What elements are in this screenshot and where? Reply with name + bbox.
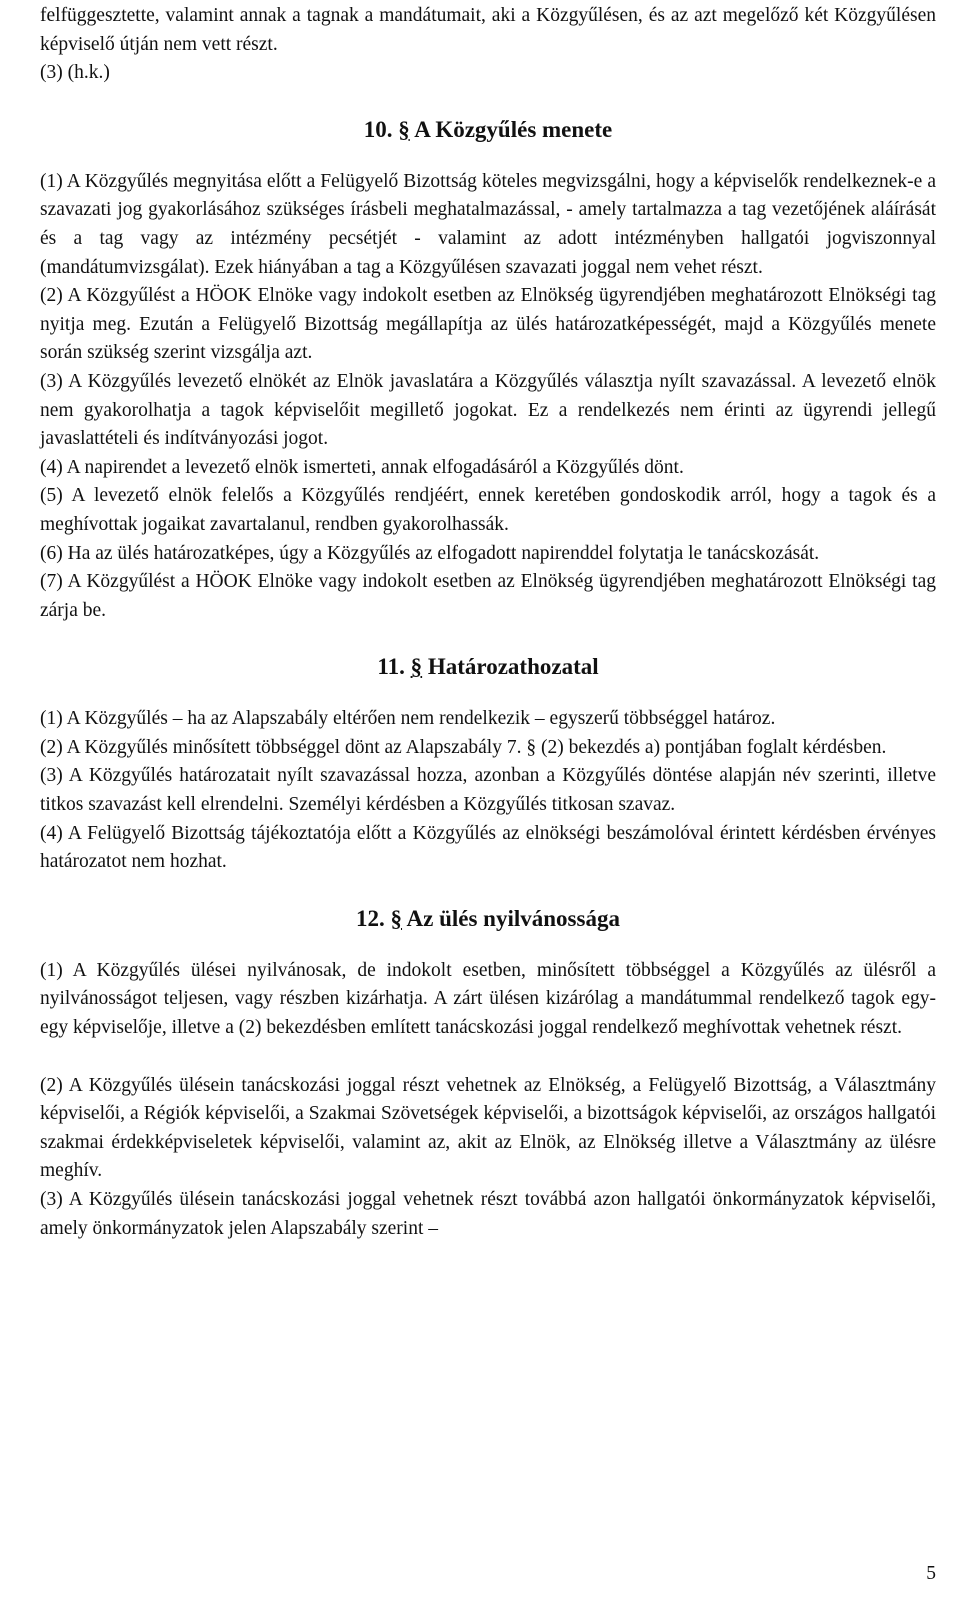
paragraph <box>40 957 936 1043</box>
paragraph-text: A Közgyűlés határozatait nyílt szavazással hozza, azonban a Közgyűlés döntése alapján név szerinti, illetve titkos szavazást kell elrendelni. Személyi kérdésben a Közgyűlés titkosan szavaz. <box>40 765 936 816</box>
paragraph <box>40 540 936 569</box>
section-11-body <box>40 705 936 877</box>
paragraph-text: A napirendet a levezető elnök ismerteti, annak elfogadásáról a Közgyűlés dönt. <box>66 456 684 478</box>
section-number: 11. <box>377 654 405 680</box>
section-sign: § <box>390 905 403 931</box>
section-heading-10 <box>40 115 936 145</box>
section-10-body <box>40 168 936 626</box>
section-title: A Közgyűlés menete <box>414 116 613 142</box>
intro-item-3: (3) (h.k.) <box>40 62 110 84</box>
paragraph-text: A Közgyűlés ülésein tanácskozási joggal vehetnek részt továbbá azon hallgatói önkormányzatok képviselői, amely önkormányzatok jelen Alapszabály szerint – <box>40 1189 936 1239</box>
paragraph-text: A Közgyűlés ülései nyilvánosak, de indokolt esetben, minősített többséggel a Közgyűlés az ülésről a nyilvánosságot teljesen, vagy részben kizárhatja. A zárt ülésen kizárólag a mandátummal rendelkező tagok egy-egy képviselője, illetve a (2) bekezdésben említett tanácskozási joggal rendelkező meghívottak vehetnek részt. <box>40 959 936 1039</box>
paragraph-text: A Közgyűlés minősített többséggel dönt az Alapszabály 7. § (2) bekezdés a) pontjában foglalt kérdésben. <box>66 736 887 758</box>
section-title: Az ülés nyilvánossága <box>406 905 620 931</box>
paragraph-number: (3) <box>40 765 63 787</box>
paragraph-text: A Közgyűlés megnyitása előtt a Felügyelő Bizottság köteles megvizsgálni, hogy a képviselők rendelkeznek-e a szavazati jog gyakorlásához szükséges írásbeli meghatalmazással, - amely tartalmazza a tag vezetőjének aláírását és a tag vagy az intézmény pecsétjét - valamint az adott intézményben hallgatói jogviszonnyal (mandátumvizsgálat). Ezek hiányában a tag a Közgyűlésen szavazati joggal nem vehet részt. <box>40 170 936 278</box>
paragraph-number: (2) <box>40 736 63 758</box>
paragraph <box>40 820 936 877</box>
paragraph-text: A Közgyűlés levezető elnökét az Elnök javaslatára a Közgyűlés választja nyílt szavazással. A levezető elnök nem gyakorolhatja a tagok képviselőit megillető jogokat. Ez a rendelkezés nem érinti az ügyrendi jellegű javaslattételi és indítványozási jogot. <box>40 370 936 450</box>
paragraph <box>40 762 936 819</box>
paragraph-number: (4) <box>40 822 63 844</box>
paragraph-number: (3) <box>40 370 63 392</box>
section-title: Határozathozatal <box>427 654 599 680</box>
paragraph-text: A Közgyűlést a HÖOK Elnöke vagy indokolt esetben az Elnökség ügyrendjében meghatározott Elnökségi tag nyitja meg. Ezután a Felügyelő Bizottság megállapítja az ülés határozatképességét, majd a Közgyűlés menete során szükség szerint vizsgálja azt. <box>40 285 936 364</box>
paragraph <box>40 734 936 763</box>
paragraph-number: (1) <box>40 959 63 981</box>
paragraph-number: (5) <box>40 485 63 507</box>
section-number: 10. <box>363 116 393 142</box>
paragraph-text: A Közgyűlés – ha az Alapszabály eltérően nem rendelkezik – egyszerű többséggel határoz. <box>66 708 776 730</box>
paragraph-number: (7) <box>40 571 63 593</box>
paragraph <box>40 1072 936 1186</box>
paragraph <box>40 282 936 368</box>
paragraph <box>40 482 936 539</box>
paragraph-text: Ha az ülés határozatképes, úgy a Közgyűlés az elfogadott napirenddel folytatja le tanácskozását. <box>67 542 820 564</box>
paragraph-number: (1) <box>40 708 63 730</box>
paragraph <box>40 454 936 483</box>
paragraph-number: (3) <box>40 1189 63 1210</box>
paragraph-number: (4) <box>40 456 63 478</box>
paragraph-number: (1) <box>40 170 63 192</box>
paragraph-number: (2) <box>40 285 63 307</box>
paragraph-text: A Közgyűlést a HÖOK Elnöke vagy indokolt esetben az Elnökség ügyrendjében meghatározott Elnökségi tag zárja be. <box>40 571 936 621</box>
paragraph <box>40 568 936 625</box>
intro-paragraph: felfüggesztette, valamint annak a tagnak a mandátumait, aki a Közgyűlésen, és az azt megelőző két Közgyűlésen képviselő útján nem vett részt. <box>40 5 936 55</box>
paragraph <box>40 368 936 454</box>
section-heading-12 <box>40 904 936 934</box>
paragraph-text: A levezető elnök felelős a Közgyűlés rendjéért, ennek keretében gondoskodik arról, hogy a tagok és a meghívottak jogaikat zavartalanul, rendben gyakorolhassák. <box>40 485 936 535</box>
paragraph <box>40 1186 936 1243</box>
paragraph <box>40 705 936 734</box>
paragraph-number: (6) <box>40 542 63 564</box>
section-12-body <box>40 957 936 1243</box>
document-page <box>40 2 936 1243</box>
paragraph-text: A Közgyűlés ülésein tanácskozási joggal részt vehetnek az Elnökség, a Felügyelő Bizottság, a Választmány képviselői, a Régiók képviselői, a Szakmai Szövetségek képviselői, a bizottságok képviselői, az országos hallgatói szakmai érdekképviseletek képviselői, valamint az, akit az Elnök, az Elnökség illetve a Választmány az ülésre meghív. <box>40 1074 936 1182</box>
section-heading-11 <box>40 652 936 682</box>
paragraph-gap <box>40 1043 936 1072</box>
paragraph-text: A Felügyelő Bizottság tájékoztatója előtt a Közgyűlés az elnökségi beszámolóval érintett kérdésben érvényes határozatot nem hozhat. <box>40 822 936 873</box>
section-sign: § <box>398 116 410 142</box>
section-number: 12. <box>356 905 385 931</box>
page-number: 5 <box>926 1563 936 1584</box>
section-sign: § <box>410 654 423 680</box>
paragraph-number: (2) <box>40 1074 63 1096</box>
paragraph <box>40 168 936 282</box>
